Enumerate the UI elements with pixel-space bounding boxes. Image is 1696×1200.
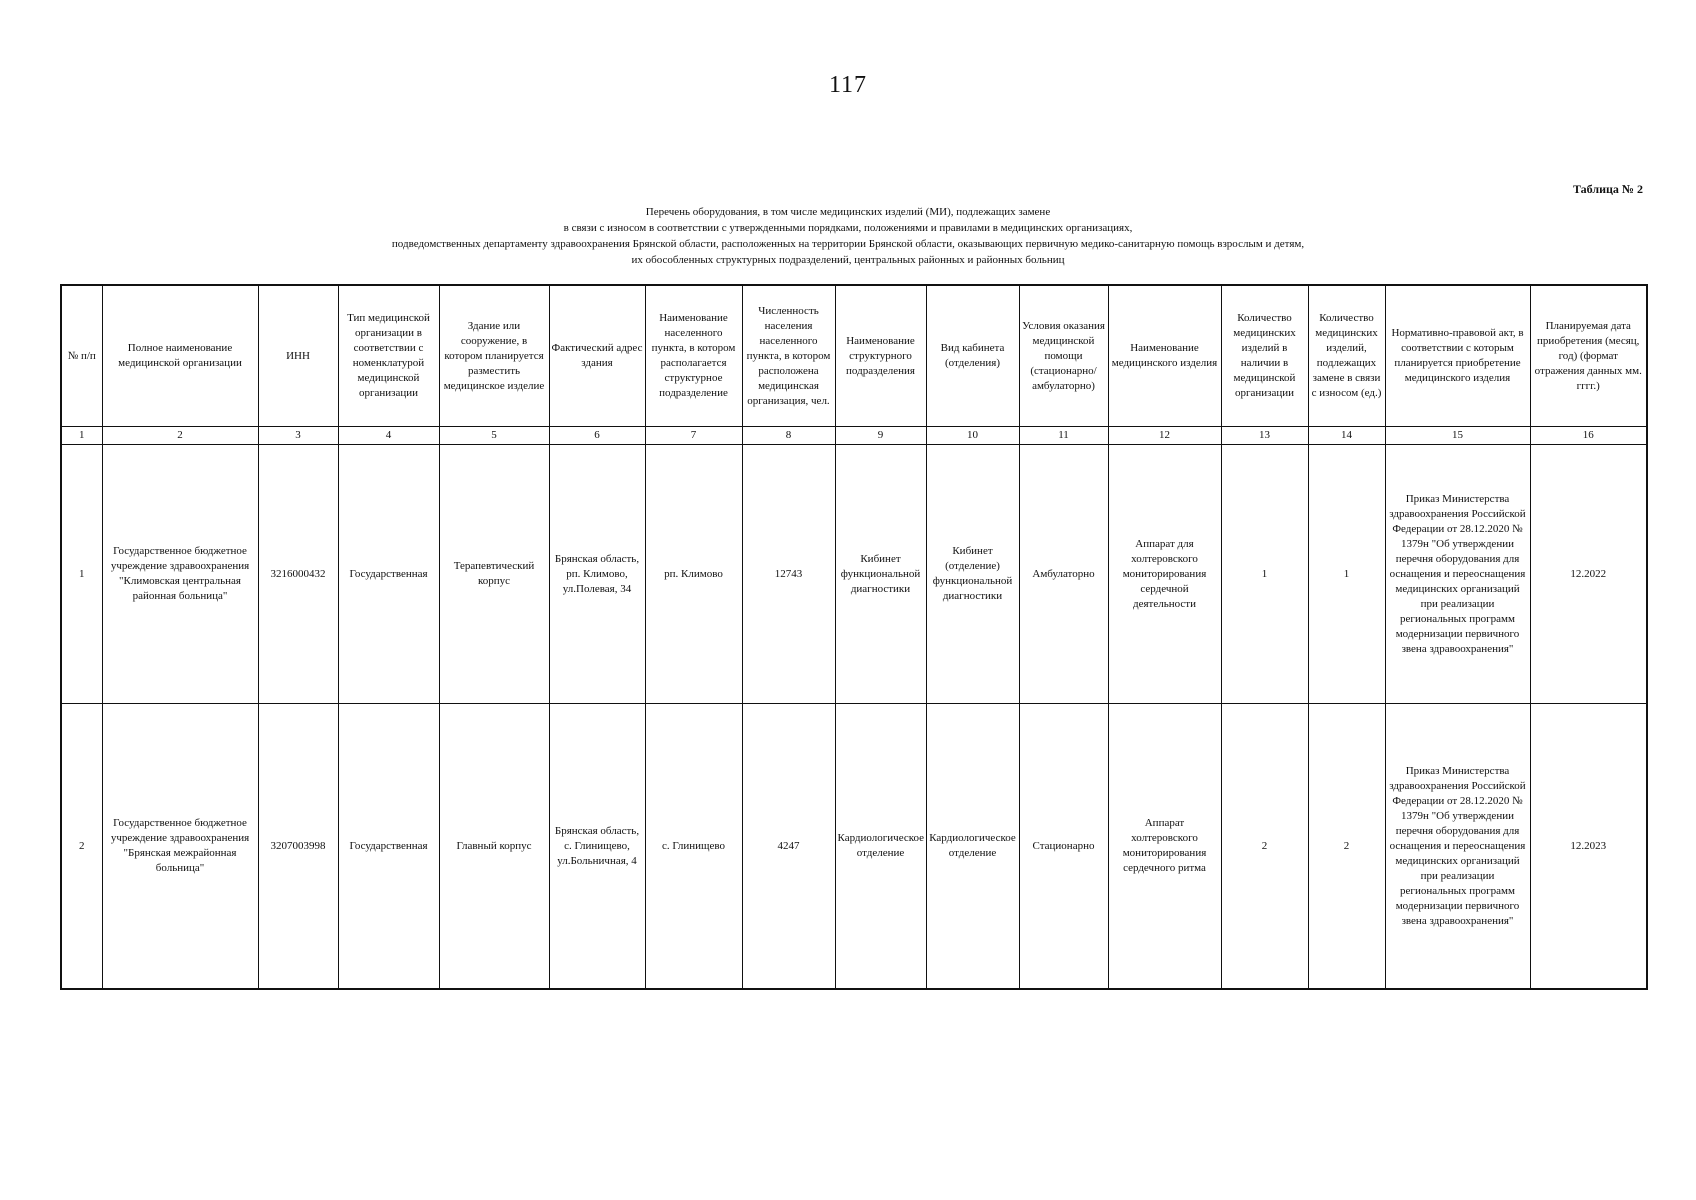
device-name: Аппарат для холтеровского мониторирования сердечной деятельности — [1108, 445, 1221, 704]
settlement: рп. Климово — [645, 445, 742, 704]
table-label: Таблица № 2 — [1572, 182, 1643, 196]
column-number: 12 — [1108, 427, 1221, 445]
settlement: с. Глинищево — [645, 704, 742, 990]
column-number: 4 — [338, 427, 439, 445]
column-number: 16 — [1530, 427, 1647, 445]
devices-to-replace: 1 — [1308, 445, 1385, 704]
column-number: 2 — [102, 427, 258, 445]
care-conditions: Стационарно — [1019, 704, 1108, 990]
column-header: Полное наименование медицинской организации — [102, 285, 258, 427]
column-header: Вид кабинета (отделения) — [926, 285, 1019, 427]
page-number: 117 — [828, 72, 868, 98]
column-number: 14 — [1308, 427, 1385, 445]
table-row — [61, 704, 1647, 990]
care-conditions: Амбулаторно — [1019, 445, 1108, 704]
column-header: Тип медицинской организации в соответствии с номенклатурой медицинской организации — [338, 285, 439, 427]
column-number: 3 — [258, 427, 338, 445]
column-header: Наименование структурного подразделения — [835, 285, 926, 427]
column-header: Фактический адрес здания — [549, 285, 645, 427]
building: Главный корпус — [439, 704, 549, 990]
organization-type: Государственная — [338, 704, 439, 990]
column-header: Количество медицинских изделий, подлежащих замене в связи с износом (ед.) — [1308, 285, 1385, 427]
heading-line: их обособленных структурных подразделений, центральных районных и районных больниц — [631, 254, 1065, 266]
table-header-row — [61, 285, 1647, 427]
heading-line: подведомственных департаменту здравоохранения Брянской области, расположенных на территории Брянской области, оказывающих первичную медико-санитарную помощь взрослым и детям, — [391, 238, 1305, 250]
cabinet-type: Кардиологическое отделение — [926, 704, 1019, 990]
inn: 3207003998 — [258, 704, 338, 990]
heading-line: Перечень оборудования, в том числе медицинских изделий (МИ), подлежащих замене — [645, 206, 1051, 218]
devices-available: 2 — [1221, 704, 1308, 990]
address: Брянская область, рп. Климово, ул.Полевая, 34 — [549, 445, 645, 704]
column-number: 15 — [1385, 427, 1530, 445]
column-number: 1 — [61, 427, 102, 445]
column-number: 8 — [742, 427, 835, 445]
column-header: Наименование населенного пункта, в котором располагается структурное подразделение — [645, 285, 742, 427]
document-heading — [0, 204, 1696, 268]
row-number: 1 — [61, 445, 102, 704]
column-number: 9 — [835, 427, 926, 445]
organization-type: Государственная — [338, 445, 439, 704]
structural-unit: Кардиологическое отделение — [835, 704, 926, 990]
column-header: № п/п — [61, 285, 102, 427]
column-header: Наименование медицинского изделия — [1108, 285, 1221, 427]
legal-act: Приказ Министерства здравоохранения Российской Федерации от 28.12.2020 № 1379н "Об утверждении перечня оборудования для оснащения и переоснащения медицинских организаций при реализации региональных программ модернизации первичного звена здравоохранения" — [1385, 704, 1530, 990]
column-number: 7 — [645, 427, 742, 445]
table-row — [61, 445, 1647, 704]
device-name: Аппарат холтеровского мониторирования сердечного ритма — [1108, 704, 1221, 990]
organization-name: Государственное бюджетное учреждение здравоохранения "Климовская центральная районная больница" — [102, 445, 258, 704]
heading-line: в связи с износом в соответствии с утвержденными порядками, положениями и правилами в медицинских организациях, — [563, 222, 1133, 234]
column-number: 13 — [1221, 427, 1308, 445]
planned-date: 12.2022 — [1530, 445, 1647, 704]
column-header: Условия оказания медицинской помощи (стационарно/амбулаторно) — [1019, 285, 1108, 427]
column-header: ИНН — [258, 285, 338, 427]
planned-date: 12.2023 — [1530, 704, 1647, 990]
organization-name: Государственное бюджетное учреждение здравоохранения "Брянская межрайонная больница" — [102, 704, 258, 990]
population: 12743 — [742, 445, 835, 704]
column-header: Планируемая дата приобретения (месяц, год) (формат отражения данных мм. гггг.) — [1530, 285, 1647, 427]
legal-act: Приказ Министерства здравоохранения Российской Федерации от 28.12.2020 № 1379н "Об утверждении перечня оборудования для оснащения и переоснащения медицинских организаций при реализации региональных программ модернизации первичного звена здравоохранения" — [1385, 445, 1530, 704]
building: Терапевтический корпус — [439, 445, 549, 704]
inn: 3216000432 — [258, 445, 338, 704]
devices-available: 1 — [1221, 445, 1308, 704]
column-number: 10 — [926, 427, 1019, 445]
cabinet-type: Кибинет (отделение) функциональной диагностики — [926, 445, 1019, 704]
address: Брянская область, с. Глинищево, ул.Больничная, 4 — [549, 704, 645, 990]
column-header: Здание или сооружение, в котором планируется разместить медицинское изделие — [439, 285, 549, 427]
column-number: 11 — [1019, 427, 1108, 445]
population: 4247 — [742, 704, 835, 990]
column-number: 6 — [549, 427, 645, 445]
row-number: 2 — [61, 704, 102, 990]
devices-to-replace: 2 — [1308, 704, 1385, 990]
column-header: Нормативно-правовой акт, в соответствии с которым планируется приобретение медицинского изделия — [1385, 285, 1530, 427]
column-header: Численность населения населенного пункта, в котором расположена медицинская организация, чел. — [742, 285, 835, 427]
equipment-table — [60, 284, 1648, 990]
column-number: 5 — [439, 427, 549, 445]
structural-unit: Кибинет функциональной диагностики — [835, 445, 926, 704]
column-header: Количество медицинских изделий в наличии в медицинской организации — [1221, 285, 1308, 427]
column-number-row — [61, 427, 1647, 445]
